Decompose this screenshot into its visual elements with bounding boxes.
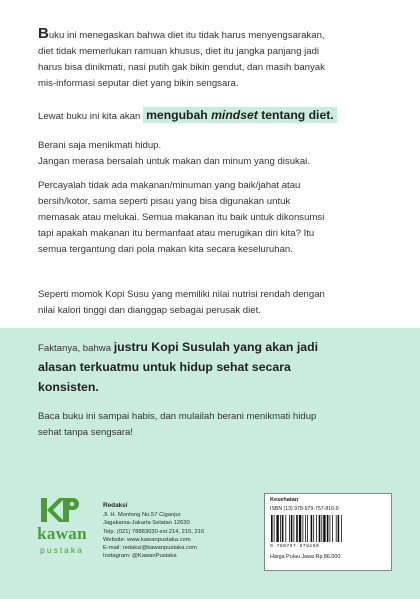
berani-line: Berani saja menikmati hidup. xyxy=(38,140,162,151)
book-category: Kesehatan xyxy=(270,497,299,503)
percayalah-paragraph xyxy=(38,178,386,258)
barcode-number: 9 789797 578169 xyxy=(270,544,320,549)
barcode-sticker xyxy=(264,493,392,571)
percayalah-line: memasak atau melukai. Semua makanan itu baik untuk dikonsumsi xyxy=(38,212,325,223)
price-text: Harga Pulau Jawa Rp 86.000 xyxy=(270,554,341,560)
faktanya-bold: konsisten. xyxy=(38,380,99,394)
seperti-line: nilai kalori tinggi dan dianggap sebagai perusak diet. xyxy=(38,305,261,316)
logo-subtext: pustaka xyxy=(40,545,84,555)
baca-line: Baca buku ini sampai habis, dan mulailah berani menikmati hidup xyxy=(38,411,317,422)
redaksi-line: Jagakarsa-Jakarta Selatan 12630 xyxy=(103,520,190,527)
percayalah-line: semua tergantung dari pola makan kita secara keseluruhan. xyxy=(38,244,293,255)
percayalah-line: tapi apakah makanan itu bermanfaat atau merugikan diri kita? Itu xyxy=(38,228,315,239)
publisher-address xyxy=(103,502,273,560)
mindset-highlight xyxy=(143,107,337,123)
logo-wordmark: kawan xyxy=(37,524,87,543)
mindset-prefix: Lewat buku ini kita akan xyxy=(38,111,144,122)
barcode-icon xyxy=(270,515,366,542)
intro-line: diet tidak memerlukan ramuan khusus, diet itu jangka panjang jadi xyxy=(38,46,320,57)
intro-line: harus bisa dinikmati, nasi putih gak bikin gendut, dan masih banyak xyxy=(38,62,325,73)
redaksi-line: Jl. H. Montong No.57 Ciganjur xyxy=(103,512,181,519)
berani-paragraph xyxy=(38,138,386,170)
seperti-line: Seperti momok Kopi Susu yang memiliki nilai nutrisi rendah dengan xyxy=(38,289,325,300)
intro-line: uku ini menegaskan bahwa diet itu tidak harus menyengsarakan, xyxy=(48,30,325,41)
isbn-text: ISBN (13) 978-979-757-816-9 xyxy=(270,506,339,512)
kp-logo-icon xyxy=(39,494,79,526)
faktanya-paragraph xyxy=(38,338,383,398)
redaksi-line: E-mail: redaksi@kawanpustaka.com xyxy=(103,545,197,552)
faktanya-bold: justru Kopi Susulah yang akan jadi xyxy=(113,340,319,354)
baca-line: sehat tanpa sengsara! xyxy=(38,427,133,438)
redaksi-line: Instagram: @KawanPustaka xyxy=(103,553,177,560)
highlight-text: mengubah xyxy=(146,108,212,122)
berani-line: Jangan merasa bersalah untuk makan dan minum yang disukai. xyxy=(38,156,310,167)
percayalah-line: bersih/kotor, sama seperti pisau yang bisa digunakan untuk xyxy=(38,196,291,207)
publisher-logo xyxy=(33,494,91,576)
redaksi-line: Website: www.kawanpustaka.com xyxy=(103,536,191,543)
faktanya-bold: alasan terkuatmu untuk hidup sehat secara xyxy=(38,360,291,374)
mindset-line xyxy=(38,107,386,125)
intro-line: mis-informasi seputar diet yang bikin sengsara. xyxy=(38,78,239,89)
intro-paragraph xyxy=(38,26,386,92)
percayalah-line: Percayalah tidak ada makanan/minuman yang baik/jahat atau xyxy=(38,180,301,191)
seperti-paragraph xyxy=(38,287,386,319)
highlight-italic: mindset xyxy=(211,108,258,122)
baca-paragraph xyxy=(38,409,386,441)
redaksi-line: Telp. (021) 78883030 ext.214, 215, 216 xyxy=(103,528,205,535)
faktanya-prefix: Faktanya, bahwa xyxy=(38,343,114,354)
highlight-text: tentang diet. xyxy=(257,108,334,122)
drop-cap: B xyxy=(38,25,49,42)
redaksi-title: Redaksi xyxy=(103,502,128,509)
